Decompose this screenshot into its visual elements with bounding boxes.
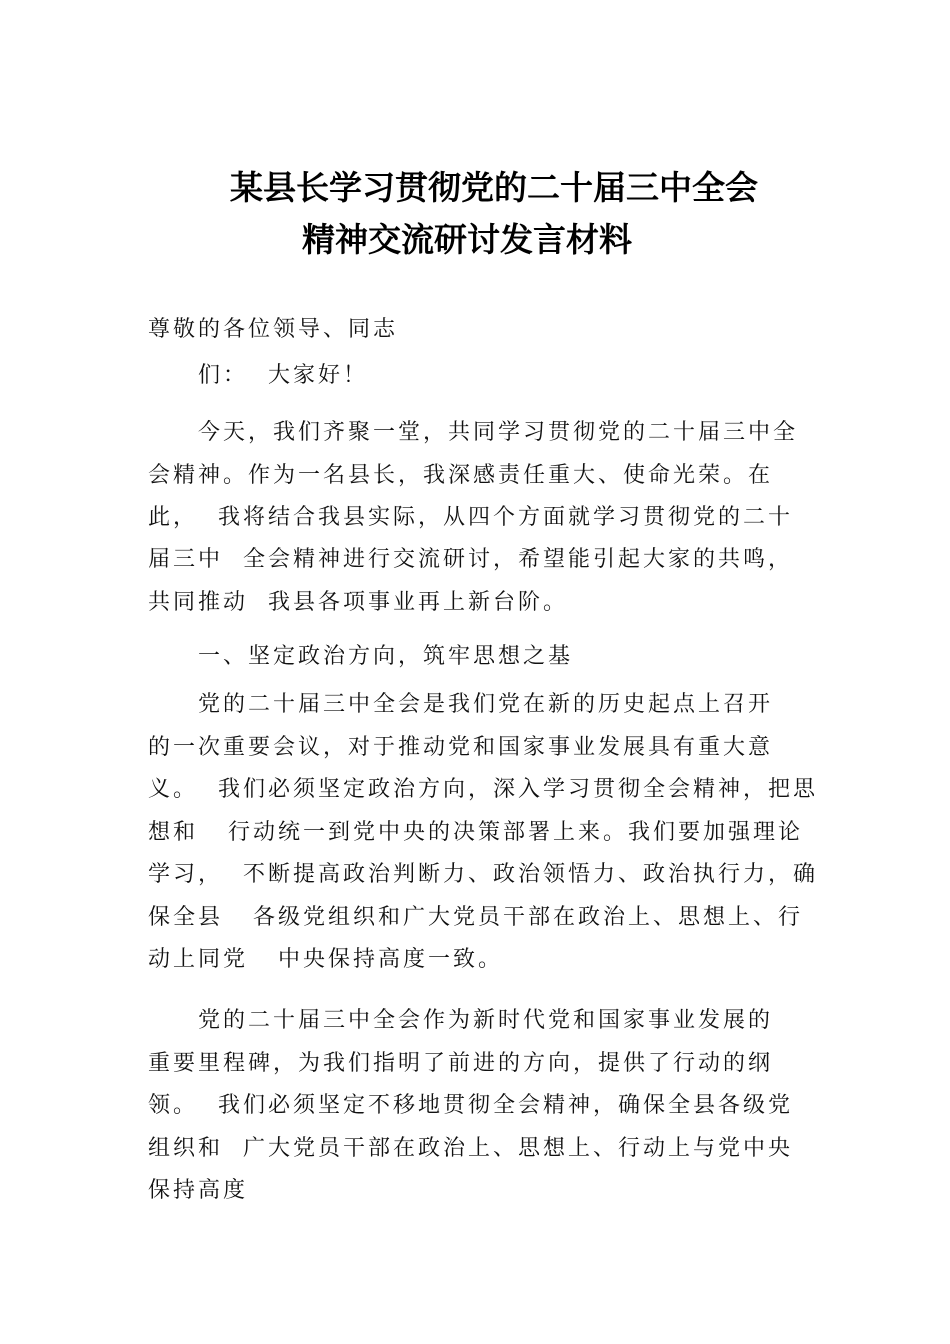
paragraph-line: 今天，我们齐聚一堂，共同学习贯彻党的二十届三中全 <box>198 420 799 445</box>
salutation-line-2: 们： 大家好！ <box>198 363 368 388</box>
paragraph-line: 领。 我们必须坚定不移地贯彻全会精神，确保全县各级党 <box>148 1093 793 1118</box>
paragraph-line: 党的二十届三中全会是我们党在新的历史起点上召开 <box>198 692 774 717</box>
paragraph-line: 届三中 全会精神进行交流研讨，希望能引起大家的共鸣， <box>148 547 793 572</box>
salutation-line-1: 尊敬的各位领导、同志 <box>148 317 399 342</box>
paragraph-line: 保持高度 <box>148 1178 249 1203</box>
paragraph-line: 保全县 各级党组织和广大党员干部在政治上、思想上、行 <box>148 905 803 930</box>
paragraph-line: 动上同党 中央保持高度一致。 <box>148 947 503 972</box>
paragraph-line: 义。 我们必须坚定政治方向，深入学习贯彻全会精神，把思 <box>148 777 818 802</box>
paragraph-line: 会精神。作为一名县长，我深感责任重大、使命光荣。在 <box>148 463 774 488</box>
paragraph-line: 共同推动 我县各项事业再上新台阶。 <box>148 590 568 615</box>
paragraph-line: 的一次重要会议，对于推动党和国家事业发展具有重大意 <box>148 735 774 760</box>
paragraph-line: 重要里程碑，为我们指明了前进的方向，提供了行动的纲 <box>148 1051 774 1076</box>
paragraph-line: 组织和 广大党员干部在政治上、思想上、行动上与党中央 <box>148 1136 793 1161</box>
document-title-line-2: 精神交流研讨发言材料 <box>302 220 632 259</box>
paragraph-line: 想和 行动统一到党中央的决策部署上来。我们要加强理论 <box>148 820 803 845</box>
paragraph-line: 党的二十届三中全会作为新时代党和国家事业发展的 <box>198 1008 774 1033</box>
paragraph-line: 学习， 不断提高政治判断力、政治领悟力、政治执行力，确 <box>148 862 818 887</box>
section-1-heading: 一、坚定政治方向，筑牢思想之基 <box>198 644 574 669</box>
paragraph-line: 此， 我将结合我县实际，从四个方面就学习贯彻党的二十 <box>148 505 793 530</box>
document-title-line-1: 某县长学习贯彻党的二十届三中全会 <box>230 168 758 207</box>
